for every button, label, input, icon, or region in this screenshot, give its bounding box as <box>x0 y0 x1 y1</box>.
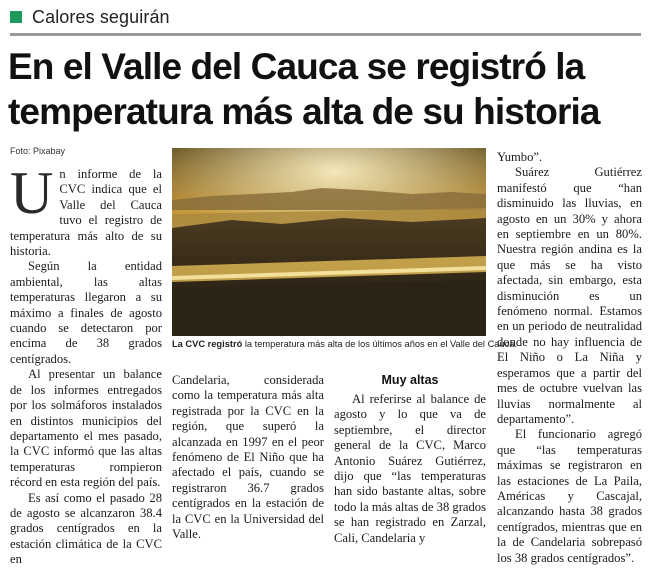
paragraph: Según la entidad ambiental, las altas temperaturas llegaron a su máximo a finales de agosto cuando se detectaron por encima de 38 grados centígrados. <box>10 259 162 366</box>
section-square-icon <box>10 11 22 23</box>
landscape-photo <box>172 148 486 336</box>
paragraph: Al referirse al balance de agosto y lo que va de septiembre, el director general de la CVC, Marco Antonio Suárez Gutiérrez, dijo que “las temperaturas han sido bastante altas, sobre todo la más altas de 38 grados se han registrado en Zarzal, Cali, Candelaria y <box>334 392 486 545</box>
photo-caption <box>172 338 518 350</box>
column-3 <box>334 373 486 546</box>
paragraph: Es así como el pasado 28 de agosto se alcanzaron 38.4 grados centígrados en la estación climática de la CVC en <box>10 490 162 567</box>
paragraph: Suárez Gutiérrez manifestó que “han disminuido las lluvias, en agosto en un 30% y ahora en septiembre en un 80%. Nuestra región andina es la que más se ha visto afectada, sin embargo, esta disminución es un fenómeno normal. Estamos en un periodo de neutralidad donde no hay influencia de El Niño o La Niña y esperamos que a partir del mes de octubre vuelvan las lluvias normalmente al departamento”. <box>497 165 642 426</box>
paragraph: Un informe de la CVC indica que el Valle del Cauca tuvo el registro de temperatura más alto de su historia. <box>10 160 162 259</box>
column-1 <box>10 160 162 568</box>
photo-credit: Foto: Pixabay <box>10 146 66 156</box>
section-label: Calores seguirán <box>32 6 170 27</box>
paragraph: Yumbo”. <box>497 150 543 164</box>
drop-cap: U <box>10 160 54 226</box>
headline: En el Valle del Cauca se registró la temperatura más alta de su historia <box>8 46 600 132</box>
column-2 <box>172 373 324 542</box>
paragraph: El funcionario agregó que “las temperaturas máximas se registraron en las estaciones de La Paila, Américas y Cascajal, alcanzando hasta 38 grados centígrados, mientras que en la de Candelaria sobrepasó los 38 grados centígrados”. <box>497 427 642 565</box>
caption-bold: La CVC registró <box>172 339 243 349</box>
section-header <box>10 6 170 28</box>
header-rule <box>10 33 641 36</box>
subheading: Muy altas <box>381 373 439 387</box>
paragraph: Candelaria, considerada como la temperatura más alta registrada por la CVC en la región, que superó la alcanzada en 1997 en el peor fenómeno de El Niño que ha afectado el país, cuando se registraron 36.7 grados centígrados en la estación de la CVC en la Universidad del Valle. <box>172 373 324 542</box>
column-4 <box>497 150 642 566</box>
caption-text: la temperatura más alta de los últimos años en el Valle del Cauca. <box>244 339 518 349</box>
paragraph: Al presentar un balance de los informes entregados por los solmáforos instalados en distintos municipios del departamento el mes pasado, la CVC informó que las altas temperaturas rompieron récord en esta región del país. <box>10 367 162 490</box>
